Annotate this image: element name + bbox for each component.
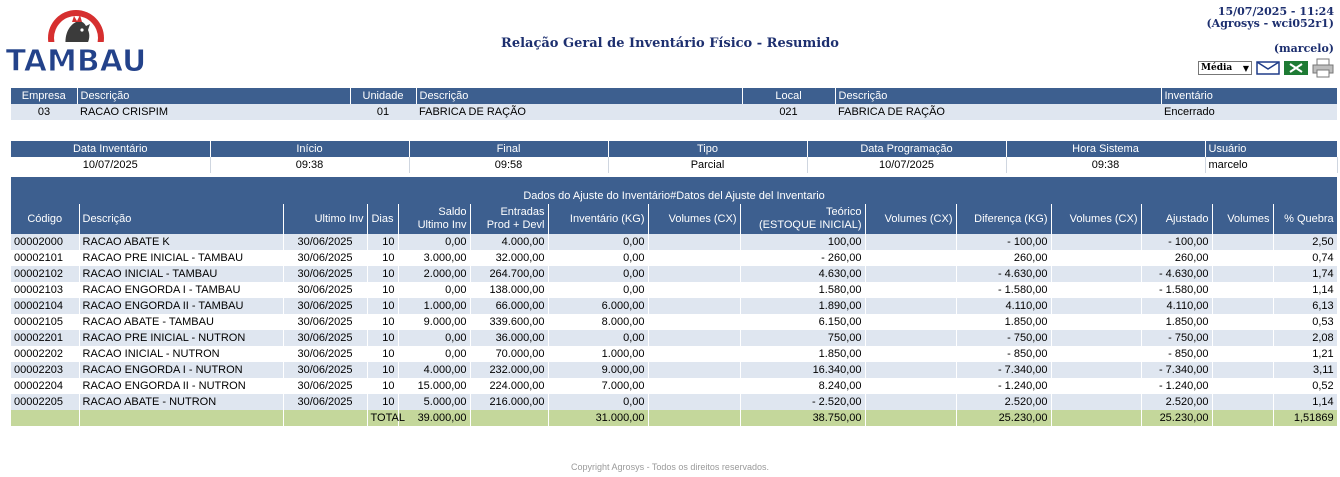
cell: - 100,00 — [1141, 234, 1212, 250]
cell — [648, 282, 740, 298]
cell: 30/06/2025 — [283, 378, 367, 394]
section-title: Dados do Ajuste do Inventário#Datos del Ajuste del Inventario — [11, 188, 1337, 204]
cell — [1051, 378, 1141, 394]
total-cell — [470, 410, 548, 426]
cell: 138.000,00 — [470, 282, 548, 298]
cell: 30/06/2025 — [283, 314, 367, 330]
cell: 36.000,00 — [470, 330, 548, 346]
col-inventario: Inventário — [1161, 88, 1337, 104]
cell: 1.890,00 — [740, 298, 865, 314]
info-table-company — [11, 88, 1338, 120]
cell: 30/06/2025 — [283, 282, 367, 298]
cell: 6,13 — [1273, 298, 1337, 314]
total-cell — [79, 410, 283, 426]
cell: 2.520,00 — [956, 394, 1051, 410]
table-row — [11, 234, 1337, 250]
cell: RACAO INICIAL - NUTRON — [79, 346, 283, 362]
cell: 32.000,00 — [470, 250, 548, 266]
col-codigo: Código — [11, 204, 79, 234]
cell: RACAO ENGORDA I - NUTRON — [79, 362, 283, 378]
cell: 10 — [367, 282, 398, 298]
cell — [1051, 314, 1141, 330]
cell: FABRICA DE RAÇÃO — [416, 104, 742, 120]
cell: - 2.520,00 — [740, 394, 865, 410]
total-cell — [283, 410, 367, 426]
col-inventario-kg: Inventário (KG) — [548, 204, 648, 234]
cell: 30/06/2025 — [283, 250, 367, 266]
footer-copyright: Copyright Agrosys - Todos os direitos reservados. — [571, 462, 769, 472]
cell: 0,00 — [548, 282, 648, 298]
cell: 10/07/2025 — [11, 157, 210, 173]
cell — [1212, 330, 1273, 346]
cell: 6.150,00 — [740, 314, 865, 330]
cell — [865, 346, 956, 362]
cell — [1051, 234, 1141, 250]
cell: 0,00 — [398, 234, 470, 250]
cell — [1212, 266, 1273, 282]
cell: 0,52 — [1273, 378, 1337, 394]
cell: 01 — [350, 104, 416, 120]
cell: 16.340,00 — [740, 362, 865, 378]
col-empresa: Empresa — [11, 88, 77, 104]
page-title: Relação Geral de Inventário Físico - Resumido — [501, 36, 839, 51]
cell: - 1.240,00 — [956, 378, 1051, 394]
cell — [1212, 314, 1273, 330]
cell: 1,74 — [1273, 266, 1337, 282]
cell: 1.000,00 — [398, 298, 470, 314]
report-user: (marcelo) — [1273, 42, 1334, 55]
cell: - 4.630,00 — [956, 266, 1051, 282]
cell: 00002201 — [11, 330, 79, 346]
size-select[interactable]: Média ▼ — [1198, 61, 1252, 75]
cell: 1.850,00 — [1141, 314, 1212, 330]
cell: 1,14 — [1273, 282, 1337, 298]
cell: 5.000,00 — [398, 394, 470, 410]
cell: 0,00 — [548, 234, 648, 250]
cell: 00002000 — [11, 234, 79, 250]
cell: 10 — [367, 234, 398, 250]
cell: 224.000,00 — [470, 378, 548, 394]
cell: 1,14 — [1273, 394, 1337, 410]
col-volumes-cx-2: Volumes (CX) — [865, 204, 956, 234]
total-cell: 1,51869 — [1273, 410, 1337, 426]
cell: 1.000,00 — [548, 346, 648, 362]
svg-text:TAMBAU: TAMBAU — [5, 44, 147, 79]
cell: 3,11 — [1273, 362, 1337, 378]
cell — [648, 362, 740, 378]
cell: Encerrado — [1161, 104, 1337, 120]
cell: 0,74 — [1273, 250, 1337, 266]
cell: 10 — [367, 330, 398, 346]
cell: - 1.240,00 — [1141, 378, 1212, 394]
table-row — [11, 362, 1337, 378]
table-row — [11, 378, 1337, 394]
cell: 30/06/2025 — [283, 330, 367, 346]
table-row — [11, 330, 1337, 346]
cell: 0,00 — [398, 330, 470, 346]
cell — [648, 266, 740, 282]
col-inicio: Início — [210, 141, 409, 157]
info-table-inventory — [11, 141, 1338, 173]
cell: - 1.580,00 — [956, 282, 1051, 298]
total-cell: TOTAL — [367, 410, 398, 426]
cell: 09:38 — [1006, 157, 1205, 173]
cell — [648, 330, 740, 346]
cell: 1.850,00 — [956, 314, 1051, 330]
col-volumes: Volumes — [1212, 204, 1273, 234]
cell: RACAO CRISPIM — [77, 104, 350, 120]
cell: 10 — [367, 346, 398, 362]
cell: 100,00 — [740, 234, 865, 250]
cell: 03 — [11, 104, 77, 120]
cell: 8.000,00 — [548, 314, 648, 330]
table-row — [11, 314, 1337, 330]
toolbar — [1198, 58, 1334, 78]
cell: RACAO ENGORDA I - TAMBAU — [79, 282, 283, 298]
cell: 10 — [367, 250, 398, 266]
col-dias: Dias — [367, 204, 398, 234]
printer-icon[interactable] — [1312, 58, 1334, 78]
cell: RACAO ENGORDA II - TAMBAU — [79, 298, 283, 314]
cell — [1051, 298, 1141, 314]
cell: 10 — [367, 394, 398, 410]
cell — [1212, 394, 1273, 410]
total-cell: 25.230,00 — [1141, 410, 1212, 426]
col-descricao: Descrição — [79, 204, 283, 234]
col-volumes-cx-3: Volumes (CX) — [1051, 204, 1141, 234]
cell: - 1.580,00 — [1141, 282, 1212, 298]
cell: 1.580,00 — [740, 282, 865, 298]
cell: 0,53 — [1273, 314, 1337, 330]
col-volumes-cx-1: Volumes (CX) — [648, 204, 740, 234]
cell: 2,08 — [1273, 330, 1337, 346]
cell: 8.240,00 — [740, 378, 865, 394]
col-saldo: Saldo Ultimo Inv — [398, 204, 470, 234]
cell: - 100,00 — [956, 234, 1051, 250]
cell — [865, 378, 956, 394]
cell — [865, 314, 956, 330]
cell: 15.000,00 — [398, 378, 470, 394]
col-ajustado: Ajustado — [1141, 204, 1212, 234]
cell: 10 — [367, 314, 398, 330]
cell: 260,00 — [1141, 250, 1212, 266]
col-final: Final — [409, 141, 608, 157]
cell — [1212, 378, 1273, 394]
col-usuario: Usuário — [1205, 141, 1337, 157]
cell — [865, 282, 956, 298]
cell: marcelo — [1205, 157, 1337, 173]
cell: RACAO ABATE - NUTRON — [79, 394, 283, 410]
cell: 30/06/2025 — [283, 346, 367, 362]
cell — [648, 234, 740, 250]
cell: 4.110,00 — [1141, 298, 1212, 314]
cell: 10/07/2025 — [807, 157, 1006, 173]
cell: Parcial — [608, 157, 807, 173]
report-datetime: 15/07/2025 - 11:24 — [1217, 5, 1334, 18]
cell — [648, 378, 740, 394]
report-system: (Agrosys - wci052r1) — [1206, 17, 1334, 30]
col-data-programacao: Data Programação — [807, 141, 1006, 157]
col-ultimo-inv: Ultimo Inv — [283, 204, 367, 234]
cell: - 850,00 — [956, 346, 1051, 362]
col-unidade: Unidade — [350, 88, 416, 104]
cell: - 850,00 — [1141, 346, 1212, 362]
cell: RACAO PRE INICIAL - TAMBAU — [79, 250, 283, 266]
cell: 4.110,00 — [956, 298, 1051, 314]
cell — [648, 314, 740, 330]
cell: 9.000,00 — [398, 314, 470, 330]
col-entradas: Entradas Prod + Devl — [470, 204, 548, 234]
cell: 30/06/2025 — [283, 394, 367, 410]
cell — [1051, 250, 1141, 266]
total-cell — [865, 410, 956, 426]
table-row — [11, 282, 1337, 298]
cell — [865, 298, 956, 314]
cell — [1212, 298, 1273, 314]
cell: 09:38 — [210, 157, 409, 173]
cell: 0,00 — [548, 266, 648, 282]
cell: 260,00 — [956, 250, 1051, 266]
cell: 216.000,00 — [470, 394, 548, 410]
table-row — [11, 250, 1337, 266]
col-diferenca: Diferença (KG) — [956, 204, 1051, 234]
cell — [1051, 394, 1141, 410]
cell: RACAO ABATE K — [79, 234, 283, 250]
cell: 232.000,00 — [470, 362, 548, 378]
cell — [1212, 282, 1273, 298]
cell: - 7.340,00 — [956, 362, 1051, 378]
cell: 750,00 — [740, 330, 865, 346]
cell: 00002105 — [11, 314, 79, 330]
cell: 2.520,00 — [1141, 394, 1212, 410]
cell: 4.000,00 — [398, 362, 470, 378]
col-data-inventario: Data Inventário — [11, 141, 210, 157]
col-descricao-empresa: Descrição — [77, 88, 350, 104]
cell: 0,00 — [398, 346, 470, 362]
col-quebra: % Quebra — [1273, 204, 1337, 234]
cell — [865, 250, 956, 266]
cell — [648, 346, 740, 362]
envelope-icon[interactable] — [1256, 61, 1280, 75]
cell: 00002202 — [11, 346, 79, 362]
cell: 0,00 — [548, 330, 648, 346]
cell: 30/06/2025 — [283, 362, 367, 378]
total-cell — [1051, 410, 1141, 426]
cell: 1.850,00 — [740, 346, 865, 362]
cell — [1051, 346, 1141, 362]
cell: - 750,00 — [956, 330, 1051, 346]
inventory-adjust-table — [11, 177, 1338, 426]
cell — [1212, 346, 1273, 362]
table-row — [11, 157, 1337, 173]
cell: 70.000,00 — [470, 346, 548, 362]
chevron-down-icon: ▼ — [1242, 63, 1249, 73]
cell: 9.000,00 — [548, 362, 648, 378]
cell: 2,50 — [1273, 234, 1337, 250]
cell: - 4.630,00 — [1141, 266, 1212, 282]
cell: 10 — [367, 266, 398, 282]
cell: 339.600,00 — [470, 314, 548, 330]
cell — [648, 298, 740, 314]
cell: 66.000,00 — [470, 298, 548, 314]
cell: 30/06/2025 — [283, 234, 367, 250]
cell: 10 — [367, 298, 398, 314]
cell: - 750,00 — [1141, 330, 1212, 346]
cell: 00002203 — [11, 362, 79, 378]
table-row — [11, 266, 1337, 282]
total-cell: 25.230,00 — [956, 410, 1051, 426]
cell: 3.000,00 — [398, 250, 470, 266]
cell: RACAO PRE INICIAL - NUTRON — [79, 330, 283, 346]
cell: 00002101 — [11, 250, 79, 266]
cell — [1212, 250, 1273, 266]
tambau-logo — [5, 8, 147, 80]
total-cell — [648, 410, 740, 426]
cell: 10 — [367, 378, 398, 394]
cell — [865, 330, 956, 346]
table-row — [11, 394, 1337, 410]
total-cell: 38.750,00 — [740, 410, 865, 426]
cell — [1051, 266, 1141, 282]
table-row — [11, 346, 1337, 362]
cell: 021 — [742, 104, 835, 120]
col-descricao-unidade: Descrição — [416, 88, 742, 104]
cell: 10 — [367, 362, 398, 378]
total-cell: 39.000,00 — [398, 410, 470, 426]
cell — [865, 394, 956, 410]
report-meta — [1206, 6, 1334, 30]
cell: RACAO INICIAL - TAMBAU — [79, 266, 283, 282]
cell — [1051, 362, 1141, 378]
cell: 0,00 — [398, 282, 470, 298]
table-row — [11, 104, 1337, 120]
cell: 30/06/2025 — [283, 298, 367, 314]
cell: 00002102 — [11, 266, 79, 282]
cell — [865, 234, 956, 250]
total-cell: 31.000,00 — [548, 410, 648, 426]
cell: 264.700,00 — [470, 266, 548, 282]
cell — [1051, 282, 1141, 298]
col-hora-sistema: Hora Sistema — [1006, 141, 1205, 157]
table-row — [11, 298, 1337, 314]
total-cell — [1212, 410, 1273, 426]
cell: 0,00 — [548, 250, 648, 266]
section-band — [11, 177, 1337, 188]
total-row — [11, 410, 1337, 426]
cell — [1051, 330, 1141, 346]
col-teorico: Teórico (ESTOQUE INICIAL) — [740, 204, 865, 234]
cell: 7.000,00 — [548, 378, 648, 394]
cell: 0,00 — [548, 394, 648, 410]
cell: 2.000,00 — [398, 266, 470, 282]
cell: 30/06/2025 — [283, 266, 367, 282]
cell: 6.000,00 — [548, 298, 648, 314]
cell: 09:58 — [409, 157, 608, 173]
cell: 1,21 — [1273, 346, 1337, 362]
col-local: Local — [742, 88, 835, 104]
cell: FABRICA DE RAÇÃO — [835, 104, 1161, 120]
excel-icon[interactable] — [1284, 61, 1308, 75]
cell — [865, 266, 956, 282]
cell: - 7.340,00 — [1141, 362, 1212, 378]
cell — [1212, 234, 1273, 250]
cell — [648, 250, 740, 266]
col-tipo: Tipo — [608, 141, 807, 157]
total-cell — [11, 410, 79, 426]
cell: 4.630,00 — [740, 266, 865, 282]
cell: 4.000,00 — [470, 234, 548, 250]
cell: - 260,00 — [740, 250, 865, 266]
cell: RACAO ENGORDA II - NUTRON — [79, 378, 283, 394]
cell: 00002104 — [11, 298, 79, 314]
cell: RACAO ABATE - TAMBAU — [79, 314, 283, 330]
cell: 00002204 — [11, 378, 79, 394]
cell — [648, 394, 740, 410]
col-descricao-local: Descrição — [835, 88, 1161, 104]
cell — [865, 362, 956, 378]
cell: 00002103 — [11, 282, 79, 298]
cell: 00002205 — [11, 394, 79, 410]
cell — [1212, 362, 1273, 378]
